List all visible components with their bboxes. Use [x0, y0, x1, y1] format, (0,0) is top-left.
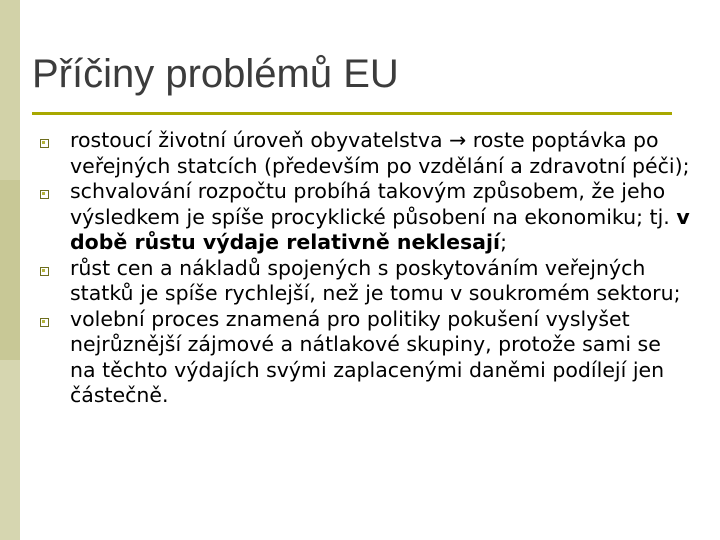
arrow-right-icon: →	[449, 128, 467, 152]
bullet-text: rostoucí životní úroveň obyvatelstva	[70, 128, 450, 152]
square-bullet-icon	[40, 190, 49, 199]
bullet-text: schvalování rozpočtu probíhá takovým způsobem, že jeho výsledkem je spíše procyklické působení na ekonomiku; tj.	[70, 179, 677, 229]
square-bullet-icon	[40, 139, 49, 148]
square-bullet-icon	[40, 318, 49, 327]
bullet-item	[40, 128, 690, 179]
bullet-item	[40, 256, 690, 307]
bullet-bold-text: v době růstu výdaje relativně neklesají	[70, 204, 690, 254]
bullet-text: volební proces znamená pro politiky pokušení vyslyšet nejrůznější zájmové a nátlakové skupiny, protože sami se na těchto výdajích svými zaplacenými daněmi podílejí jen částečně.	[70, 306, 665, 407]
title-underline	[32, 112, 672, 115]
bullet-item	[40, 307, 690, 409]
left-bar-segment	[0, 360, 20, 540]
bullet-text: roste poptávka po veřejných statcích (především po vzdělání a zdravotní péči);	[70, 128, 690, 178]
left-bar-segment	[0, 180, 20, 360]
bullet-item	[40, 179, 690, 256]
left-decorative-bar	[0, 0, 20, 540]
bullet-list	[40, 128, 690, 409]
left-bar-segment	[0, 0, 20, 180]
square-bullet-icon	[40, 267, 49, 276]
bullet-text: ;	[500, 230, 507, 254]
slide-title: Příčiny problémů EU	[32, 52, 399, 96]
bullet-text: růst cen a nákladů spojených s poskytováním veřejných statků je spíše rychlejší, než je tomu v soukromém sektoru;	[70, 255, 681, 305]
